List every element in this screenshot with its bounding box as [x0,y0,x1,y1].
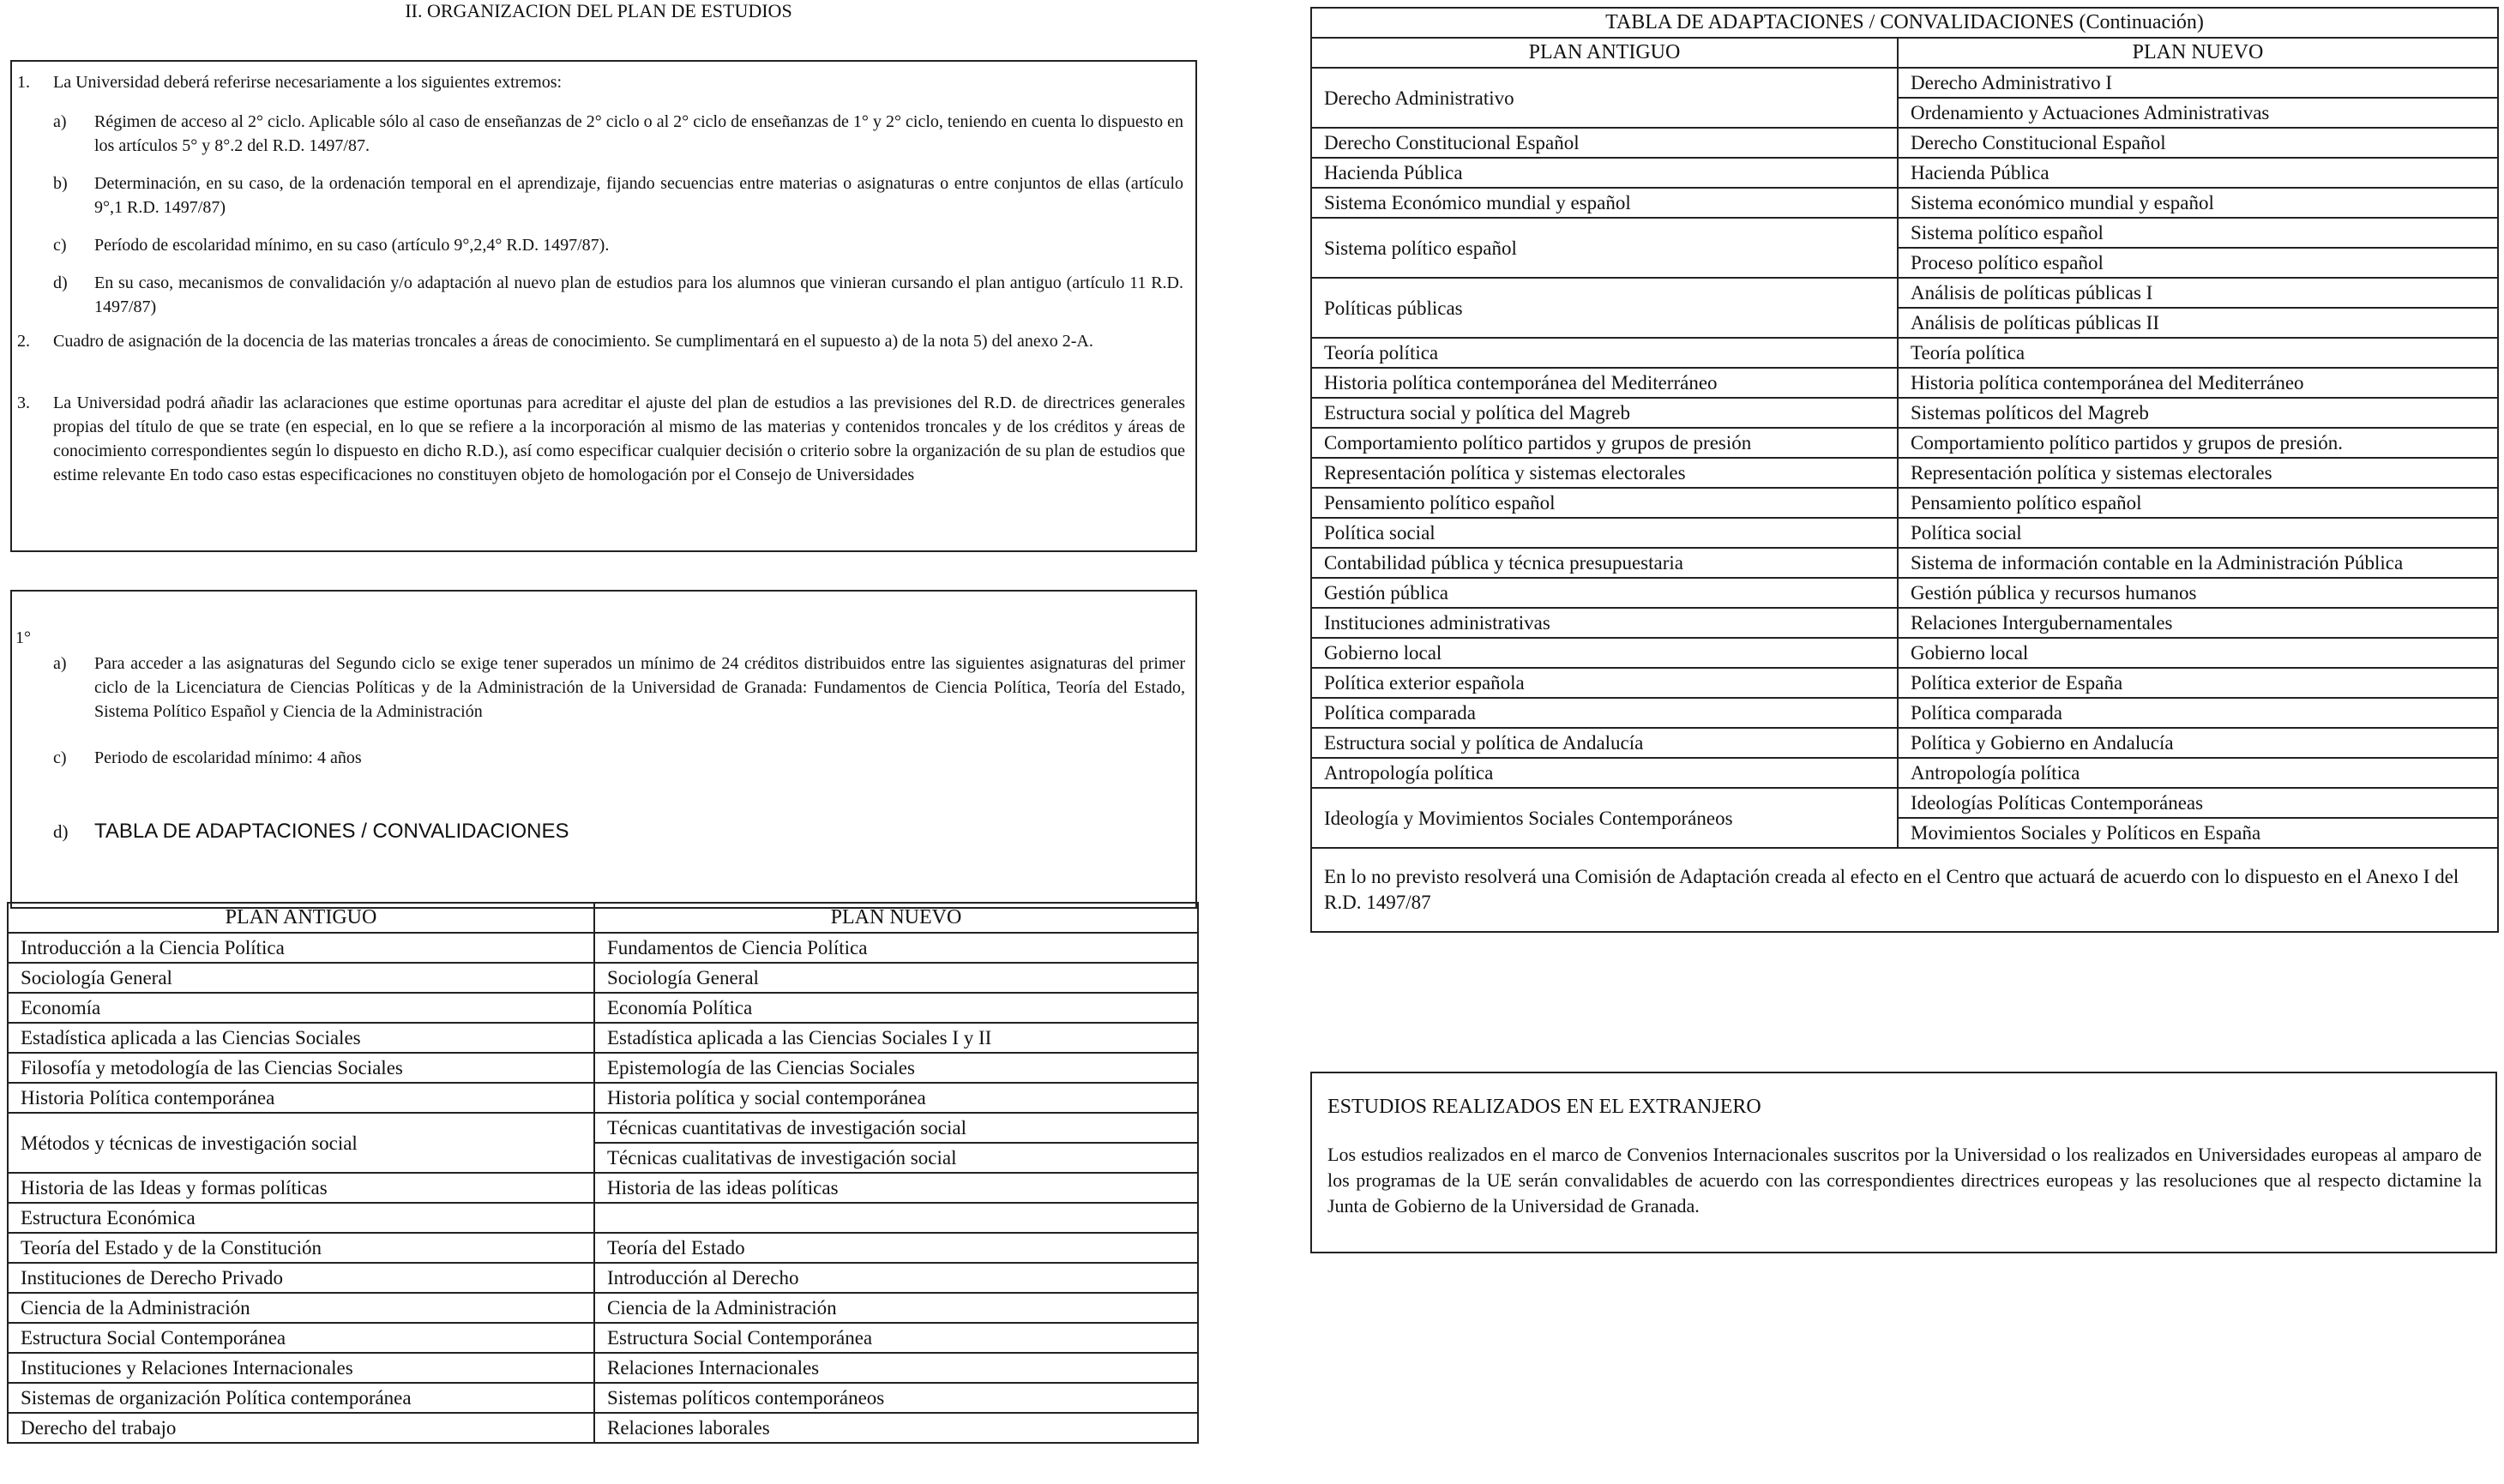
new-plan-cell: Historia política y social contemporánea [594,1083,1198,1113]
old-plan-cell: Estructura Económica [8,1203,594,1233]
table-row [8,1413,1198,1443]
old-plan-cell: Teoría política [1311,338,1898,368]
old-plan-cell: Gobierno local [1311,638,1898,668]
table-title-row [1311,8,2498,38]
table-row [8,1263,1198,1293]
old-plan-cell: Filosofía y metodología de las Ciencias Sociales [8,1053,594,1083]
old-plan-cell: Instituciones y Relaciones Internacionales [8,1353,594,1383]
old-plan-cell: Estructura Social Contemporánea [8,1323,594,1353]
table-row [1311,428,2498,458]
new-plan-cell: Gestión pública y recursos humanos [1898,578,2498,608]
section-box [10,590,1197,909]
header-new: PLAN NUEVO [1898,38,2498,68]
new-plan-cell: Economía Política [594,993,1198,1023]
old-plan-cell: Estadística aplicada a las Ciencias Sociales [8,1023,594,1053]
old-plan-cell: Estructura social y política de Andalucía [1311,728,1898,758]
table-row [1311,368,2498,398]
table-row [1311,668,2498,698]
table-row [1311,548,2498,578]
item-letter: a) [53,654,67,673]
table-row [1311,638,2498,668]
new-plan-cell: Proceso político español [1898,248,2498,278]
old-plan-cell: Métodos y técnicas de investigación social [8,1113,594,1173]
new-plan-cell: Representación política y sistemas electorales [1898,458,2498,488]
new-plan-cell: Ordenamiento y Actuaciones Administrativas [1898,98,2498,128]
new-plan-cell: Comportamiento político partidos y grupos de presión. [1898,428,2498,458]
foreign-studies-text: Los estudios realizados en el marco de Convenios Internacionales suscritos por la Universidad o los realizados en Universidades europeas al amparo de los programas de la UE serán convalidables de acuerdo con las correspondientes directrices europeas y las resoluciones que al respecto dictamine la Junta de Gobierno de la Universidad de Granada. [1327,1144,2482,1217]
old-plan-cell: Sociología General [8,963,594,993]
old-plan-cell: Instituciones de Derecho Privado [8,1263,594,1293]
old-plan-cell: Comportamiento político partidos y grupos de presión [1311,428,1898,458]
new-plan-cell: Política y Gobierno en Andalucía [1898,728,2498,758]
old-plan-cell: Gestión pública [1311,578,1898,608]
old-plan-cell: Instituciones administrativas [1311,608,1898,638]
new-plan-cell: Epistemología de las Ciencias Sociales [594,1053,1198,1083]
new-plan-cell: Pensamiento político español [1898,488,2498,518]
new-plan-cell: Derecho Constitucional Español [1898,128,2498,158]
item-letter: c) [53,236,67,255]
new-plan-cell: Ideologías Políticas Contemporáneas [1898,788,2498,818]
foreign-studies-box [1310,1072,2497,1253]
section-number: 1° [15,628,31,647]
table-row [8,1113,1198,1143]
new-plan-cell: Análisis de políticas públicas I [1898,278,2498,308]
header-new: PLAN NUEVO [594,903,1198,933]
instructions-b: Determinación, en su caso, de la ordenación temporal en el aprendizaje, fijando secuencias entre materias o asignaturas o entre conjuntos de ellas (artículo 9°,1 R.D. 1497/87) [94,174,1183,217]
table-row [8,1293,1198,1323]
new-plan-cell [594,1203,1198,1233]
new-plan-cell: Gobierno local [1898,638,2498,668]
table-heading: TABLA DE ADAPTACIONES / CONVALIDACIONES [94,820,569,843]
new-plan-cell: Relaciones Internacionales [594,1353,1198,1383]
note-row [1311,848,2498,932]
table-row [1311,758,2498,788]
table-row [8,1323,1198,1353]
table-row [1311,698,2498,728]
item-letter: b) [53,174,68,193]
new-plan-cell: Derecho Administrativo I [1898,68,2498,98]
new-plan-cell: Sistema económico mundial y español [1898,188,2498,218]
table-row [8,1053,1198,1083]
section-c: Periodo de escolaridad mínimo: 4 años [94,748,362,767]
table-title: TABLA DE ADAPTACIONES / CONVALIDACIONES (Continuación) [1311,8,2498,38]
old-plan-cell: Historia política contemporánea del Mediterráneo [1311,368,1898,398]
instructions-p2: Cuadro de asignación de la docencia de las materias troncales a áreas de conocimiento. Se cumplimentará en el supuesto a) de la nota 5) del anexo 2-A. [53,332,1093,351]
instructions-d: En su caso, mecanismos de convalidación y/o adaptación al nuevo plan de estudios para los alumnos que vinieran cursando el plan antiguo (artículo 11 R.D. 1497/87) [94,273,1183,316]
table-row [1311,278,2498,308]
table-row [8,1023,1198,1053]
table-row [1311,788,2498,818]
new-plan-cell: Relaciones laborales [594,1413,1198,1443]
old-plan-cell: Sistema político español [1311,218,1898,278]
old-plan-cell: Pensamiento político español [1311,488,1898,518]
instructions-p3: La Universidad podrá añadir las aclaraciones que estime oportunas para acreditar el ajuste del plan de estudios a las previsiones del R.D. de directrices generales propias del título de que se trate (en especial, en lo que se refiere a la incorporación al mismo de las materias y contenidos troncales y de los créditos y áreas de conocimiento correspondientes según lo dispuesto en dicho R.D.), así como especificar cualquier decisión o criterio sobre la organización de su plan de estudios que estime relevante En todo caso estas especificaciones no constituyen objeto de homologación por el Consejo de Universidades [53,394,1185,484]
item-letter: d) [53,821,69,842]
instructions-box [10,60,1197,552]
item-letter: c) [53,748,67,767]
new-plan-cell: Teoría del Estado [594,1233,1198,1263]
table-row [1311,398,2498,428]
new-plan-cell: Relaciones Intergubernamentales [1898,608,2498,638]
old-plan-cell: Política social [1311,518,1898,548]
table-row [1311,128,2498,158]
table-row [1311,608,2498,638]
foreign-studies-title: ESTUDIOS REALIZADOS EN EL EXTRANJERO [1327,1096,1761,1118]
table-header-row [1311,38,2498,68]
instructions-a: Régimen de acceso al 2° ciclo. Aplicable sólo al caso de enseñanzas de 2° ciclo o al 2° ciclo de enseñanzas de 1° y 2° ciclo, teniendo en cuenta lo dispuesto en los artículos 5° y 8°.2 del R.D. 1497/87. [94,112,1183,155]
new-plan-cell: Sistemas políticos del Magreb [1898,398,2498,428]
table-row [1311,488,2498,518]
table-row [8,993,1198,1023]
new-plan-cell: Movimientos Sociales y Políticos en España [1898,818,2498,848]
new-plan-cell: Estadística aplicada a las Ciencias Sociales I y II [594,1023,1198,1053]
new-plan-cell: Política exterior de España [1898,668,2498,698]
old-plan-cell: Política comparada [1311,698,1898,728]
new-plan-cell: Antropología política [1898,758,2498,788]
old-plan-cell: Ideología y Movimientos Sociales Contemporáneos [1311,788,1898,848]
header-old: PLAN ANTIGUO [1311,38,1898,68]
table-row [1311,518,2498,548]
old-plan-cell: Teoría del Estado y de la Constitución [8,1233,594,1263]
new-plan-cell: Hacienda Pública [1898,158,2498,188]
table-row [8,1353,1198,1383]
instructions-c: Período de escolaridad mínimo, en su caso (artículo 9°,2,4° R.D. 1497/87). [94,236,610,255]
new-plan-cell: Introducción al Derecho [594,1263,1198,1293]
old-plan-cell: Política exterior española [1311,668,1898,698]
old-plan-cell: Introducción a la Ciencia Política [8,933,594,963]
new-plan-cell: Técnicas cualitativas de investigación social [594,1143,1198,1173]
old-plan-cell: Ciencia de la Administración [8,1293,594,1323]
old-plan-cell: Antropología política [1311,758,1898,788]
new-plan-cell: Política comparada [1898,698,2498,728]
section-a: Para acceder a las asignaturas del Segundo ciclo se exige tener superados un mínimo de 24 créditos distribuidos entre las siguientes asignaturas del primer ciclo de la Licenciatura de Ciencias Políticas y de la Administración de la Universidad de Granada: Fundamentos de Ciencia Política, Teoría del Estado, Sistema Político Español y Ciencia de la Administración [94,654,1185,721]
old-plan-cell: Derecho Administrativo [1311,68,1898,128]
old-plan-cell: Historia de las Ideas y formas políticas [8,1173,594,1203]
adaptation-note: En lo no previsto resolverá una Comisión de Adaptación creada al efecto en el Centro que actuará de acuerdo con lo dispuesto en el Anexo I del R.D. 1497/87 [1311,848,2498,932]
old-plan-cell: Políticas públicas [1311,278,1898,338]
old-plan-cell: Historia Política contemporánea [8,1083,594,1113]
new-plan-cell: Sociología General [594,963,1198,993]
new-plan-cell: Sistemas políticos contemporáneos [594,1383,1198,1413]
item-letter: d) [53,273,68,292]
table-row [1311,728,2498,758]
old-plan-cell: Hacienda Pública [1311,158,1898,188]
item-number: 1. [17,73,30,92]
item-number: 3. [17,394,30,412]
table-row [1311,68,2498,98]
old-plan-cell: Representación política y sistemas electorales [1311,458,1898,488]
table-row [1311,338,2498,368]
item-letter: a) [53,112,67,131]
new-plan-cell: Ciencia de la Administración [594,1293,1198,1323]
new-plan-cell: Sistema de información contable en la Administración Pública [1898,548,2498,578]
old-plan-cell: Sistema Económico mundial y español [1311,188,1898,218]
new-plan-cell: Técnicas cuantitativas de investigación social [594,1113,1198,1143]
table-row [1311,578,2498,608]
instructions-p1: La Universidad deberá referirse necesariamente a los siguientes extremos: [53,73,563,92]
table-row [1311,218,2498,248]
table-row [8,933,1198,963]
old-plan-cell: Economía [8,993,594,1023]
table-header-row [8,903,1198,933]
new-plan-cell: Estructura Social Contemporánea [594,1323,1198,1353]
right-conversion-table [1310,7,2499,933]
new-plan-cell: Fundamentos de Ciencia Política [594,933,1198,963]
table-row [8,1233,1198,1263]
left-conversion-table [7,902,1199,1444]
old-plan-cell: Sistemas de organización Política contemporánea [8,1383,594,1413]
table-row [8,1173,1198,1203]
new-plan-cell: Sistema político español [1898,218,2498,248]
new-plan-cell: Historia de las ideas políticas [594,1173,1198,1203]
new-plan-cell: Historia política contemporánea del Mediterráneo [1898,368,2498,398]
table-row [1311,158,2498,188]
old-plan-cell: Estructura social y política del Magreb [1311,398,1898,428]
old-plan-cell: Derecho del trabajo [8,1413,594,1443]
table-row [1311,458,2498,488]
new-plan-cell: Análisis de políticas públicas II [1898,308,2498,338]
table-row [8,963,1198,993]
table-row [1311,188,2498,218]
old-plan-cell: Contabilidad pública y técnica presupuestaria [1311,548,1898,578]
item-number: 2. [17,332,30,351]
table-row [8,1203,1198,1233]
table-row [8,1083,1198,1113]
new-plan-cell: Política social [1898,518,2498,548]
page-title: II. ORGANIZACION DEL PLAN DE ESTUDIOS [405,0,792,21]
new-plan-cell: Teoría política [1898,338,2498,368]
header-old: PLAN ANTIGUO [8,903,594,933]
old-plan-cell: Derecho Constitucional Español [1311,128,1898,158]
table-row [8,1383,1198,1413]
